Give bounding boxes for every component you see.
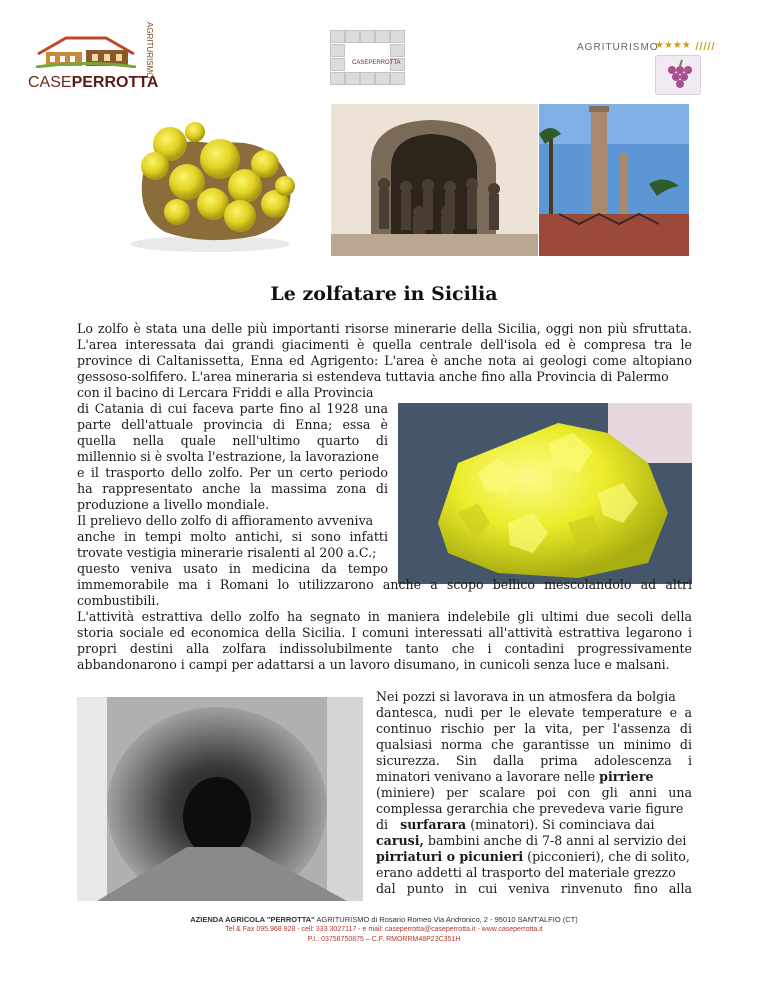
page-title: Le zolfatare in Sicilia xyxy=(270,283,498,305)
grid-cell xyxy=(360,72,375,85)
footer-tax-ids: P.I.: 03758750875 – C.F. RMORRM48P23C351H xyxy=(307,936,461,943)
historic-miners-photo xyxy=(331,104,538,256)
agriturismo-label: AGRITURISMO xyxy=(577,42,659,53)
text-line: qualsiasi norma che garantisse un minimo di xyxy=(376,737,692,752)
rating-stars: ★★★★ xyxy=(655,40,718,51)
text-line: L'attività estrattiva dello zolfo ha segnato in maniera indelebile gli ultimi due secoli della xyxy=(77,609,692,624)
logo-name: CASEPERROTTA xyxy=(28,74,159,91)
text-line: di surfarara (minatori). Si cominciava dai xyxy=(376,817,655,832)
bold-term: pirriaturi o picunieri xyxy=(376,849,524,864)
bold-term: carusi, xyxy=(376,833,424,848)
logo-vertical-text: AGRITURISMO xyxy=(145,22,154,79)
text-line: gessoso-solfifero. L'area mineraria si estendeva tuttavia anche fino alla Provincia di Palermo xyxy=(77,369,669,384)
grid-cell xyxy=(360,30,375,43)
sulfur-crystal-photo xyxy=(85,104,330,256)
grid-cell xyxy=(390,72,405,85)
grid-cell xyxy=(375,72,390,85)
page-footer xyxy=(0,915,768,945)
text-line: dantesca, nudi per le elevate temperature e a xyxy=(376,705,692,720)
text-line: produzione a livello mondiale. xyxy=(77,497,270,512)
bold-term: pirriere xyxy=(599,769,654,784)
text-line: anche in tempi molto antichi, si sono infatti xyxy=(77,529,388,544)
text-line: immemorabile ma i Romani lo utilizzarono anche a scopo bellico mescolandolo ad altri xyxy=(77,577,692,592)
sulfur-specimen-photo xyxy=(398,403,692,584)
grid-cell xyxy=(375,30,390,43)
mini-logo-grid xyxy=(330,30,416,94)
grid-cell xyxy=(390,44,405,57)
text-line: di Catania di cui faceva parte fino al 1928 una xyxy=(77,401,388,416)
text-line: parte dell'attuale provincia di Enna; essa è xyxy=(77,417,388,432)
grid-cell xyxy=(330,30,345,43)
footer-contacts: Tel & Fax 095.968 928 - cell: 333 3027117 - e mail: caseperrotta@caseperrotta.it - www.caseperrotta.it xyxy=(225,926,543,933)
caseperrotta-logo xyxy=(28,20,160,100)
text-line: storia sociale ed economica della Sicilia. I comuni interessati all'attività estrattiva legarono i xyxy=(77,625,692,640)
spike-rating-icon xyxy=(694,41,718,51)
text-line: erano addetti al trasporto del materiale grezzo xyxy=(376,865,676,880)
text-line: pirriaturi o picunieri (picconieri), che di solito, xyxy=(376,849,690,864)
text-line: ha rappresentato anche la massima zona di xyxy=(77,481,388,496)
text-line: questo veniva usato in medicina da tempo xyxy=(77,561,388,576)
grape-icon xyxy=(655,55,701,95)
farmhouse-logo-icon xyxy=(36,34,136,68)
grid-cell xyxy=(330,44,345,57)
text-line: combustibili. xyxy=(77,593,160,608)
text-line: Lo zolfo è stata una delle più importanti risorse minerarie della Sicilia, oggi non più sfruttata. xyxy=(77,321,692,336)
mine-tunnel-photo xyxy=(77,697,363,901)
text-line: trovate vestigia minerarie risalenti al 200 a.C.; xyxy=(77,545,377,560)
text-line: (miniere) per scalare poi con gli anni una xyxy=(376,785,692,800)
grid-cell xyxy=(345,72,360,85)
text-line: complessa gerarchia che prevedeva varie figure xyxy=(376,801,684,816)
text-line: e il trasporto dello zolfo. Per un certo periodo xyxy=(77,465,388,480)
mine-chimney-photo xyxy=(539,104,689,256)
text-line: Il prelievo dello zolfo di affioramento avveniva xyxy=(77,513,374,528)
mini-logo-text: CASEPERROTTA xyxy=(352,60,401,66)
text-line: con il bacino di Lercara Friddi e alla Provincia xyxy=(77,385,374,400)
text-line: minatori venivano a lavorare nelle pirriere xyxy=(376,769,654,784)
grid-cell xyxy=(345,30,360,43)
text-line: province di Caltanissetta, Enna ed Agrigento: L'area è anche nota ai geologi come altopiano xyxy=(77,353,692,368)
text-line: propri destini alla zolfara indissolubilmente tanto che i contadini progressivamente xyxy=(77,641,692,656)
text-line: quella nella quale nell'ultimo quarto di xyxy=(77,433,388,448)
text-line: Nei pozzi si lavorava in un atmosfera da bolgia xyxy=(376,689,676,704)
text-line: carusi, bambini anche di 7-8 anni al servizio dei xyxy=(376,833,687,848)
text-line: sicurezza. Sin dalla prima adolescenza i xyxy=(376,753,692,768)
text-line: millennio si è svolta l'estrazione, la lavorazione xyxy=(77,449,379,464)
footer-address: AZIENDA AGRICOLA "PERROTTA" AGRITURISMO di Rosario Romeo Via Andronico, 2 - 95010 SANT'ALFIO (CT) xyxy=(190,915,578,924)
bold-term: surfarara xyxy=(400,817,467,832)
grid-cell xyxy=(390,30,405,43)
text-line: abbandonarono i campi per adattarsi a un lavoro disumano, in cunicoli senza luce e malsani. xyxy=(77,657,670,672)
text-line: L'area interessata dai grandi giacimenti è quella centrale dell'isola ed è compresa tra le xyxy=(77,337,692,352)
text-line: continuo rischio per la vita, per l'assenza di xyxy=(376,721,692,736)
grid-cell xyxy=(330,72,345,85)
grid-cell xyxy=(330,58,345,71)
text-line: dal punto in cui veniva rinvenuto fino alla xyxy=(376,881,692,896)
